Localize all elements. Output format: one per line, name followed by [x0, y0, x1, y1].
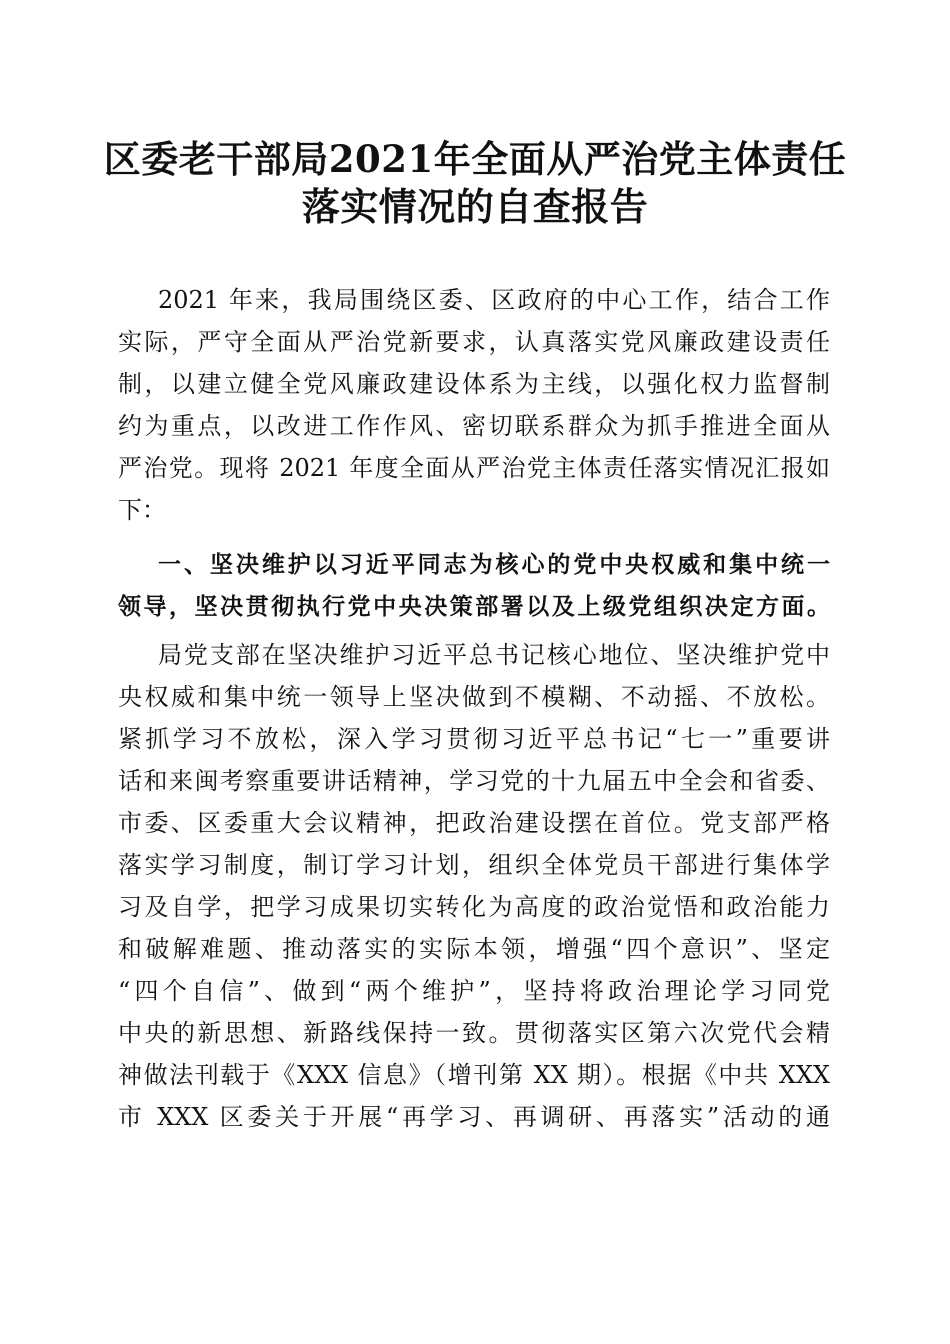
section-1-line-11: 神做法刊载于《XXX 信息》（增刊第 XX 期）。根据《中共 XXX — [118, 1061, 830, 1089]
section-1-line-6: 落实学习制度，制订学习计划，组织全体党员干部进行集体学 — [118, 851, 830, 879]
intro-line-1: 2021 年来，我局围绕区委、区政府的中心工作，结合工作 — [158, 286, 830, 314]
intro-line-4: 约为重点，以改进工作作风、密切联系群众为抓手推进全面从 — [118, 412, 830, 440]
section-1-line-9: “四个自信”、做到“两个维护”，坚持将政治理论学习同党 — [118, 977, 830, 1005]
section-1-heading-line-2: 领导，坚决贯彻执行党中央决策部署以及上级党组织决定方面。 — [118, 594, 830, 620]
intro-line-5: 严治党。现将 2021 年度全面从严治党主体责任落实情况汇报如 — [118, 454, 830, 482]
section-1-line-10: 中央的新思想、新路线保持一致。贯彻落实区第六次党代会精 — [118, 1019, 830, 1047]
section-1-line-2: 央权威和集中统一领导上坚决做到不模糊、不动摇、不放松。 — [118, 683, 830, 711]
section-1-line-5: 市委、区委重大会议精神，把政治建设摆在首位。党支部严格 — [118, 809, 830, 837]
section-1-line-12: 市 XXX 区委关于开展“再学习、再调研、再落实”活动的通 — [118, 1103, 830, 1131]
section-1-line-8: 和破解难题、推动落实的实际本领，增强“四个意识”、坚定 — [118, 935, 830, 963]
section-1-line-3: 紧抓学习不放松，深入学习贯彻习近平总书记“七一”重要讲 — [118, 725, 830, 753]
intro-line-2: 实际，严守全面从严治党新要求，认真落实党风廉政建设责任 — [118, 328, 830, 356]
section-1-line-7: 习及自学，把学习成果切实转化为高度的政治觉悟和政治能力 — [118, 893, 830, 921]
section-1-line-4: 话和来闽考察重要讲话精神，学习党的十九届五中全会和省委、 — [118, 767, 830, 795]
section-1-heading-line-1: 一、坚决维护以习近平同志为核心的党中央权威和集中统一 — [158, 552, 830, 578]
document-title-line-1: 区委老干部局2021年全面从严治党主体责任 — [103, 137, 847, 181]
section-1-line-1: 局党支部在坚决维护习近平总书记核心地位、坚决维护党中 — [158, 641, 830, 669]
intro-line-6: 下： — [118, 496, 166, 524]
intro-line-3: 制，以建立健全党风廉政建设体系为主线，以强化权力监督制 — [118, 370, 830, 398]
document-title-line-2: 落实情况的自查报告 — [301, 184, 649, 229]
